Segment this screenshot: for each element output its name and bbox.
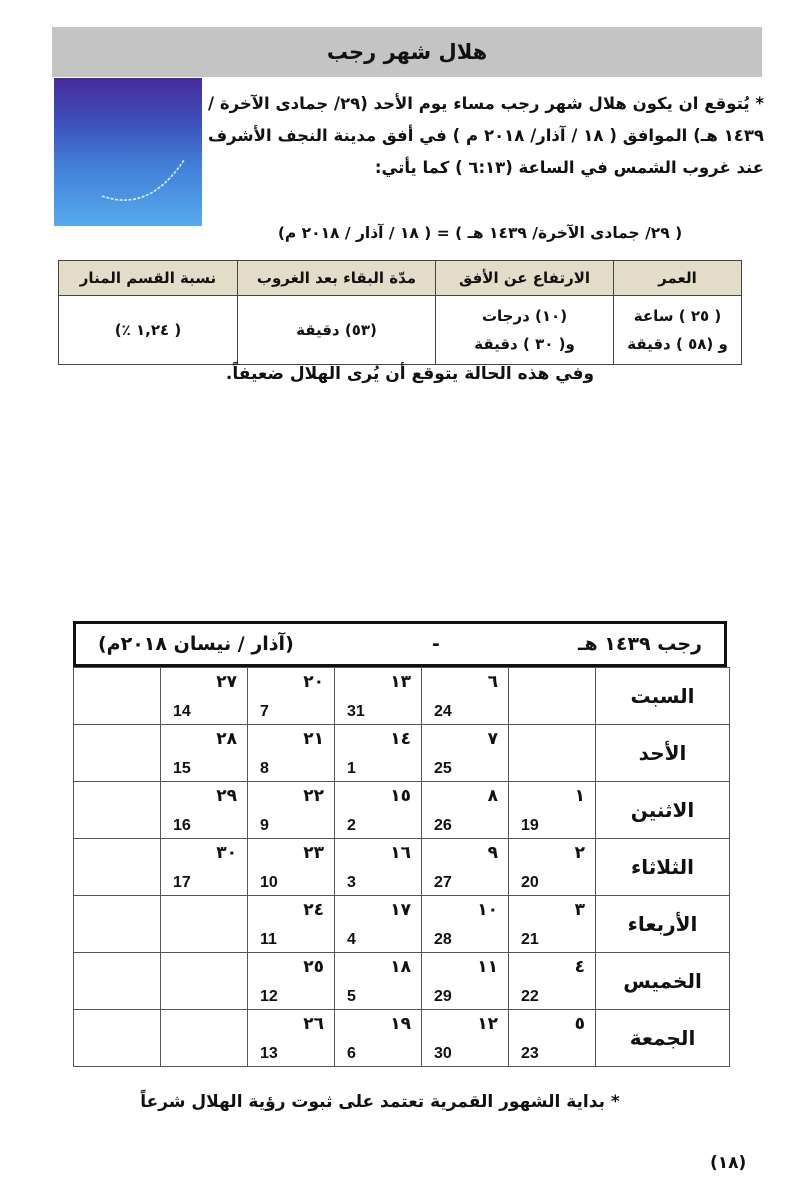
header-altitude: الارتفاع عن الأفق — [436, 261, 614, 296]
cell-altitude — [436, 296, 614, 365]
calendar-day-cell — [422, 668, 509, 725]
calendar-day-cell — [161, 839, 248, 896]
hijri-date: ٢٥ — [303, 957, 324, 977]
page-title: هلال شهر رجب — [52, 27, 762, 77]
hijri-date: ٣٠ — [216, 843, 237, 863]
calendar-day-cell — [509, 1010, 596, 1067]
gregorian-date: 14 — [173, 703, 191, 720]
hijri-date: ٣ — [574, 900, 585, 920]
calendar-day-cell — [509, 725, 596, 782]
calendar-day-cell — [509, 896, 596, 953]
page-number: (١٨) — [710, 1153, 747, 1173]
altitude-degrees: (١٠) درجات — [481, 307, 568, 325]
hijri-date: ٢٣ — [303, 843, 324, 863]
calendar-day-cell — [335, 839, 422, 896]
weekday-label: الاثنين — [596, 782, 730, 839]
gregorian-date: 30 — [434, 1045, 452, 1062]
gregorian-date: 4 — [347, 931, 356, 948]
calendar-day-cell — [335, 1010, 422, 1067]
weekday-label: الثلاثاء — [596, 839, 730, 896]
calendar-week-row — [74, 725, 730, 782]
gregorian-date: 19 — [521, 817, 539, 834]
gregorian-date: 22 — [521, 988, 539, 1005]
gregorian-date: 5 — [347, 988, 356, 1005]
gregorian-date: 23 — [521, 1045, 539, 1062]
calendar-day-cell — [422, 953, 509, 1010]
calendar-day-cell — [248, 953, 335, 1010]
hijri-date: ٩ — [487, 843, 498, 863]
gregorian-date: 11 — [260, 931, 277, 948]
calendar-day-cell — [422, 896, 509, 953]
calendar-day-cell — [335, 725, 422, 782]
calendar-day-cell — [422, 1010, 509, 1067]
hijri-date: ٤ — [574, 957, 585, 977]
gregorian-date: 3 — [347, 874, 356, 891]
gregorian-date: 10 — [260, 874, 278, 891]
calendar-day-cell — [161, 782, 248, 839]
hijri-date: ٦ — [487, 672, 498, 692]
header-illumination: نسبة القسم المنار — [59, 261, 238, 296]
table-row — [59, 296, 742, 365]
gregorian-date: 2 — [347, 817, 356, 834]
gregorian-date: 1 — [347, 760, 356, 777]
gregorian-date: 16 — [173, 817, 191, 834]
hijri-date: ٢١ — [303, 729, 324, 749]
calendar-day-cell — [74, 725, 161, 782]
hijri-date: ٥ — [574, 1014, 585, 1034]
cell-duration: (٥٣) دقيقة — [238, 296, 436, 365]
gregorian-date: 13 — [260, 1045, 278, 1062]
calendar-week-row — [74, 782, 730, 839]
calendar-week-row — [74, 668, 730, 725]
calendar-day-cell — [509, 782, 596, 839]
hijri-date: ٧ — [487, 729, 498, 749]
calendar-day-cell — [248, 668, 335, 725]
gregorian-months-label: (آذار / نيسان ٢٠١٨م) — [98, 633, 294, 655]
calendar-day-cell — [335, 782, 422, 839]
calendar-day-cell — [422, 782, 509, 839]
hijri-date: ١٥ — [390, 786, 411, 806]
hijri-date: ١٣ — [390, 672, 411, 692]
altitude-minutes: و( ٣٠ ) دقيقة — [474, 335, 575, 353]
gregorian-date: 7 — [260, 703, 269, 720]
gregorian-date: 27 — [434, 874, 452, 891]
hijri-date: ٢ — [574, 843, 585, 863]
crescent-moon-image — [54, 78, 202, 226]
weekday-label: الجمعة — [596, 1010, 730, 1067]
weekday-label: السبت — [596, 668, 730, 725]
calendar-day-cell — [248, 725, 335, 782]
hijri-date: ١٤ — [390, 729, 411, 749]
calendar-day-cell — [248, 782, 335, 839]
calendar-day-cell — [335, 953, 422, 1010]
calendar-day-cell — [422, 725, 509, 782]
weekday-label: الخميس — [596, 953, 730, 1010]
calendar-week-row — [74, 953, 730, 1010]
hijri-date: ١٩ — [390, 1014, 411, 1034]
calendar-day-cell — [509, 668, 596, 725]
hijri-date: ٢٩ — [216, 786, 237, 806]
weekday-label: الأربعاء — [596, 896, 730, 953]
gregorian-date: 31 — [347, 703, 365, 720]
calendar-day-cell — [74, 896, 161, 953]
age-minutes: و (٥٨ ) دقيقة — [627, 335, 728, 353]
hijri-date: ٢٨ — [216, 729, 237, 749]
hijri-date: ١٠ — [477, 900, 498, 920]
calendar-day-cell — [161, 1010, 248, 1067]
gregorian-date: 26 — [434, 817, 452, 834]
calendar-day-cell — [248, 1010, 335, 1067]
crescent-icon — [54, 78, 202, 226]
gregorian-date: 20 — [521, 874, 539, 891]
calendar-day-cell — [335, 896, 422, 953]
cell-illumination: ( ١,٢٤ ٪) — [59, 296, 238, 365]
hijri-date: ٢٢ — [303, 786, 324, 806]
cell-age — [614, 296, 742, 365]
moon-info-table — [58, 260, 742, 365]
hijri-date: ٢٦ — [303, 1014, 324, 1034]
gregorian-date: 6 — [347, 1045, 356, 1062]
calendar-header — [73, 621, 727, 667]
intro-paragraph: * يُتوقع ان يكون هلال شهر رجب مساء يوم الأحد (٢٩/ جمادى الآخرة /١٤٣٩ هـ) الموافق ( ١٨ / آذار/ ٢٠١٨ م ) في أفق مدينة النجف الأشرف عند غروب الشمس في الساعة (٦:١٣ ) كما يأتي: — [208, 94, 764, 177]
hijri-date: ١٧ — [390, 900, 411, 920]
date-equivalence: ( ٢٩/ جمادى الآخرة/ ١٤٣٩ هـ ) = ( ١٨ / آذار / ٢٠١٨ م) — [277, 224, 683, 242]
hijri-date: ٢٤ — [303, 900, 324, 920]
calendar-week-row — [74, 896, 730, 953]
hijri-month-label: رجب ١٤٣٩ هـ — [577, 633, 702, 655]
gregorian-date: 28 — [434, 931, 452, 948]
hijri-date: ٨ — [487, 786, 498, 806]
calendar-week-row — [74, 839, 730, 896]
gregorian-date: 21 — [521, 931, 539, 948]
calendar-day-cell — [74, 953, 161, 1010]
gregorian-date: 8 — [260, 760, 269, 777]
calendar-day-cell — [509, 953, 596, 1010]
hijri-date: ١٦ — [390, 843, 411, 863]
calendar-day-cell — [74, 1010, 161, 1067]
calendar-day-cell — [509, 839, 596, 896]
gregorian-date: 17 — [173, 874, 191, 891]
footnote: * بداية الشهور القمرية تعتمد على ثبوت رؤية الهلال شرعاً — [140, 1092, 620, 1112]
calendar-day-cell — [161, 668, 248, 725]
visibility-note: وفي هذه الحالة يتوقع أن يُرى الهلال ضعيفاً. — [225, 364, 595, 384]
calendar-day-cell — [422, 839, 509, 896]
header-separator: - — [431, 633, 440, 655]
table-header-row — [59, 261, 742, 296]
gregorian-date: 25 — [434, 760, 452, 777]
calendar-day-cell — [74, 839, 161, 896]
gregorian-date: 15 — [173, 760, 191, 777]
calendar-day-cell — [74, 782, 161, 839]
gregorian-date: 24 — [434, 703, 452, 720]
weekday-label: الأحد — [596, 725, 730, 782]
calendar-day-cell — [74, 668, 161, 725]
hijri-date: ١ — [574, 786, 585, 806]
header-duration: مدّة البقاء بعد الغروب — [238, 261, 436, 296]
calendar-day-cell — [248, 896, 335, 953]
gregorian-date: 29 — [434, 988, 452, 1005]
hijri-date: ٢٧ — [216, 672, 237, 692]
calendar-grid — [73, 667, 730, 1067]
calendar-week-row — [74, 1010, 730, 1067]
hijri-date: ١١ — [477, 957, 498, 977]
hijri-date: ١٢ — [477, 1014, 498, 1034]
calendar-day-cell — [335, 668, 422, 725]
header-age: العمر — [614, 261, 742, 296]
calendar-day-cell — [161, 953, 248, 1010]
gregorian-date: 9 — [260, 817, 269, 834]
hijri-date: ١٨ — [390, 957, 411, 977]
gregorian-date: 12 — [260, 988, 278, 1005]
calendar-day-cell — [248, 839, 335, 896]
calendar — [73, 621, 727, 1067]
hijri-date: ٢٠ — [303, 672, 324, 692]
calendar-day-cell — [161, 725, 248, 782]
age-hours: ( ٢٥ ) ساعة — [633, 307, 722, 325]
calendar-day-cell — [161, 896, 248, 953]
